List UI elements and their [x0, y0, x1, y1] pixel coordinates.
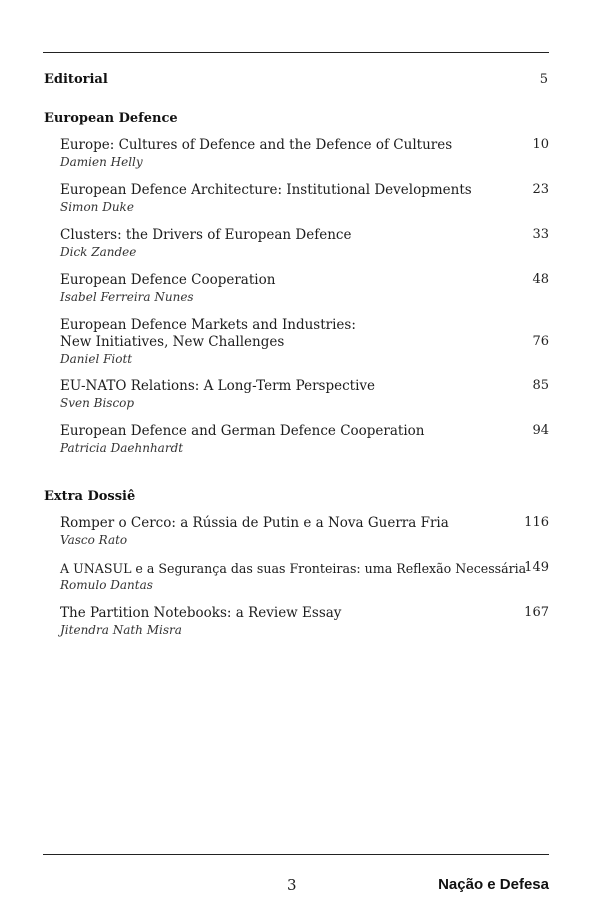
entry-author: Daniel Fiott — [60, 352, 133, 366]
top-rule — [43, 52, 549, 53]
entry-author: Damien Helly — [60, 155, 143, 169]
section-heading-extra-dossie: Extra Dossiê — [44, 489, 136, 504]
toc-entry — [60, 272, 549, 305]
toc-entry — [60, 182, 549, 215]
entry-title: European Defence and German Defence Cooperation — [60, 423, 425, 439]
entry-title-line-1: European Defence Markets and Industries: — [60, 317, 356, 333]
entry-author: Patricia Daehnhardt — [60, 441, 184, 455]
entry-page: 48 — [532, 272, 549, 287]
toc-entry — [60, 317, 549, 367]
entry-title: European Defence Architecture: Institutional Developments — [60, 182, 472, 198]
entry-page: 76 — [532, 334, 549, 349]
entry-author: Sven Biscop — [60, 396, 135, 410]
entry-author: Jitendra Nath Misra — [60, 623, 182, 637]
entry-page: 10 — [532, 137, 549, 152]
entry-title: EU-NATO Relations: A Long-Term Perspective — [60, 378, 376, 394]
entry-author: Isabel Ferreira Nunes — [60, 290, 194, 304]
entry-page: 23 — [532, 182, 549, 197]
toc-entry — [60, 560, 549, 593]
toc-entry — [60, 227, 549, 260]
bottom-rule — [43, 854, 549, 855]
section-heading-european-defence: European Defence — [44, 111, 178, 126]
entry-page: 116 — [524, 515, 549, 530]
entry-page: 33 — [532, 227, 549, 242]
toc-entry — [60, 378, 549, 411]
entry-title: A UNASUL e a Segurança das suas Fronteiras: uma Reflexão Necessária — [60, 561, 527, 576]
entry-author: Vasco Rato — [60, 533, 128, 547]
toc-entry — [60, 423, 549, 456]
editorial-heading: Editorial — [44, 72, 108, 87]
entry-page: 85 — [532, 378, 549, 393]
footer-journal-title: Nação e Defesa — [438, 876, 549, 893]
toc-entry — [60, 137, 549, 170]
toc-entry — [60, 605, 549, 638]
toc-entry — [60, 515, 549, 548]
entry-title-line-2: New Initiatives, New Challenges — [60, 334, 285, 350]
entry-title: Clusters: the Drivers of European Defence — [60, 227, 352, 243]
entry-page: 94 — [532, 423, 549, 438]
editorial-page-number: 5 — [539, 72, 548, 87]
entry-title: Romper o Cerco: a Rússia de Putin e a Nova Guerra Fria — [60, 515, 449, 531]
entry-page: 149 — [524, 560, 549, 575]
entry-title: Europe: Cultures of Defence and the Defence of Cultures — [60, 137, 453, 153]
entry-author: Dick Zandee — [60, 245, 137, 259]
entry-page: 167 — [524, 605, 549, 620]
footer-page-number: 3 — [287, 876, 297, 894]
entry-title: European Defence Cooperation — [60, 272, 276, 288]
entry-title: The Partition Notebooks: a Review Essay — [60, 605, 342, 621]
entry-author: Romulo Dantas — [60, 578, 153, 592]
entry-author: Simon Duke — [60, 200, 134, 214]
